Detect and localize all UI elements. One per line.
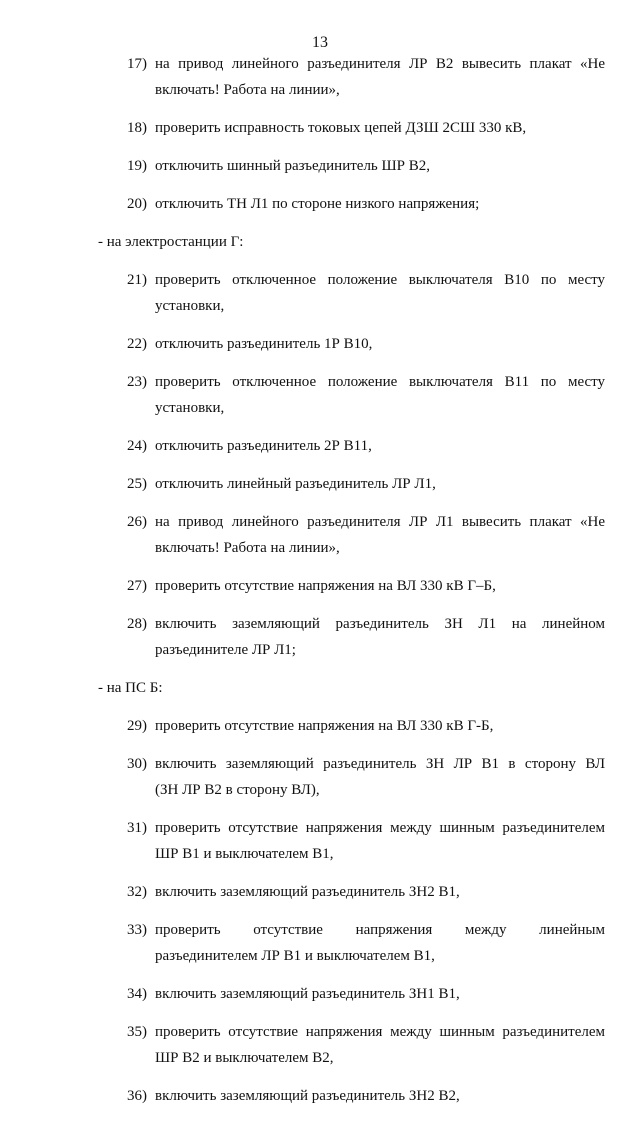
list-item [0,267,640,319]
list-item-text [155,611,605,663]
list-item-number: 31) [127,820,147,836]
list-item-number: 17) [127,56,147,72]
list-item [0,1019,640,1071]
text-line: включить заземляющий разъединитель ЗН2 В2, [155,1088,460,1104]
text-line: включить заземляющий разъединитель ЗН2 В1, [155,884,460,900]
text-line: проверить исправность токовых цепей ДЗШ 2СШ 330 кВ, [155,120,527,136]
list-item-text [155,981,605,1007]
text-line: ШР В2 и выключателем В2, [155,1050,334,1066]
list-item [0,815,640,867]
list-item [0,471,640,497]
list-item-number: 21) [127,272,147,288]
list-item-number: 28) [127,616,147,632]
list-item-text [155,115,605,141]
list-item-number: 34) [127,986,147,1002]
text-line: проверить отключенное положение выключателя В10 по месту [155,272,605,288]
list-item-number: 20) [127,196,147,212]
list-item-number: 18) [127,120,147,136]
list-item-text [155,369,605,421]
list-item [0,369,640,421]
list-item [0,51,640,103]
list-item-text [155,917,605,969]
text-line: проверить отсутствие напряжения между линейным [155,922,605,938]
list-item-text [155,573,605,599]
list-item-text [155,751,605,803]
list-item-number: 25) [127,476,147,492]
text-line: включать! Работа на линии», [155,82,340,98]
list-item-text [155,879,605,905]
list-item [0,751,640,803]
list-item-text [155,815,605,867]
list-item [0,191,640,217]
text-line: установки, [155,400,225,416]
text-line: отключить шинный разъединитель ШР В2, [155,158,430,174]
list-item [0,917,640,969]
text-line: включить заземляющий разъединитель ЗН1 В1, [155,986,460,1002]
list-item-text [155,471,605,497]
list-item-text [155,433,605,459]
list-item [0,433,640,459]
list-item-number: 33) [127,922,147,938]
list-item [0,611,640,663]
page-number: 13 [312,34,328,51]
list-item [0,713,640,739]
text-line: включить заземляющий разъединитель ЗН Л1 на линейном [155,616,605,632]
list-item-number: 35) [127,1024,147,1040]
text-line: включать! Работа на линии», [155,540,340,556]
text-line: ШР В1 и выключателем В1, [155,846,334,862]
list-item [0,509,640,561]
list-item [0,153,640,179]
list-item [0,981,640,1007]
section-heading: - на электростанции Г: [98,234,244,250]
list-item-text [155,191,605,217]
list-item [0,879,640,905]
text-line: (ЗН ЛР В2 в сторону ВЛ), [155,782,320,798]
text-line: на привод линейного разъединителя ЛР Л1 вывесить плакат «Не [155,514,605,530]
text-line: отключить разъединитель 2Р В11, [155,438,372,454]
text-line: отключить ТН Л1 по стороне низкого напряжения; [155,196,480,212]
text-line: разъединителе ЛР Л1; [155,642,296,658]
list-item-text [155,509,605,561]
list-item [0,331,640,357]
list-item-number: 27) [127,578,147,594]
list-item [0,1083,640,1109]
list-item-text [155,1019,605,1071]
text-line: включить заземляющий разъединитель ЗН ЛР В1 в сторону ВЛ [155,756,605,772]
text-line: проверить отсутствие напряжения между шинным разъединителем [155,1024,605,1040]
text-line: проверить отсутствие напряжения на ВЛ 330 кВ Г–Б, [155,578,496,594]
list-item-text [155,153,605,179]
list-item-number: 36) [127,1088,147,1104]
text-line: проверить отсутствие напряжения между шинным разъединителем [155,820,605,836]
document-body [0,51,640,1121]
list-item-number: 32) [127,884,147,900]
list-item-text [155,51,605,103]
text-line: разъединителем ЛР В1 и выключателем В1, [155,948,435,964]
list-item-number: 29) [127,718,147,734]
text-line: на привод линейного разъединителя ЛР В2 вывесить плакат «Не [155,56,605,72]
list-item-text [155,267,605,319]
list-item [0,115,640,141]
text-line: проверить отсутствие напряжения на ВЛ 330 кВ Г-Б, [155,718,494,734]
list-item-text [155,713,605,739]
text-line: проверить отключенное положение выключателя В11 по месту [155,374,605,390]
text-line: отключить линейный разъединитель ЛР Л1, [155,476,436,492]
text-line: отключить разъединитель 1Р В10, [155,336,373,352]
list-item-number: 26) [127,514,147,530]
list-item-text [155,1083,605,1109]
list-item-text [155,331,605,357]
list-item-number: 24) [127,438,147,454]
list-item-number: 22) [127,336,147,352]
text-line: установки, [155,298,225,314]
list-item-number: 30) [127,756,147,772]
list-item-number: 23) [127,374,147,390]
list-item [0,573,640,599]
section-heading: - на ПС Б: [98,680,163,696]
list-item-number: 19) [127,158,147,174]
